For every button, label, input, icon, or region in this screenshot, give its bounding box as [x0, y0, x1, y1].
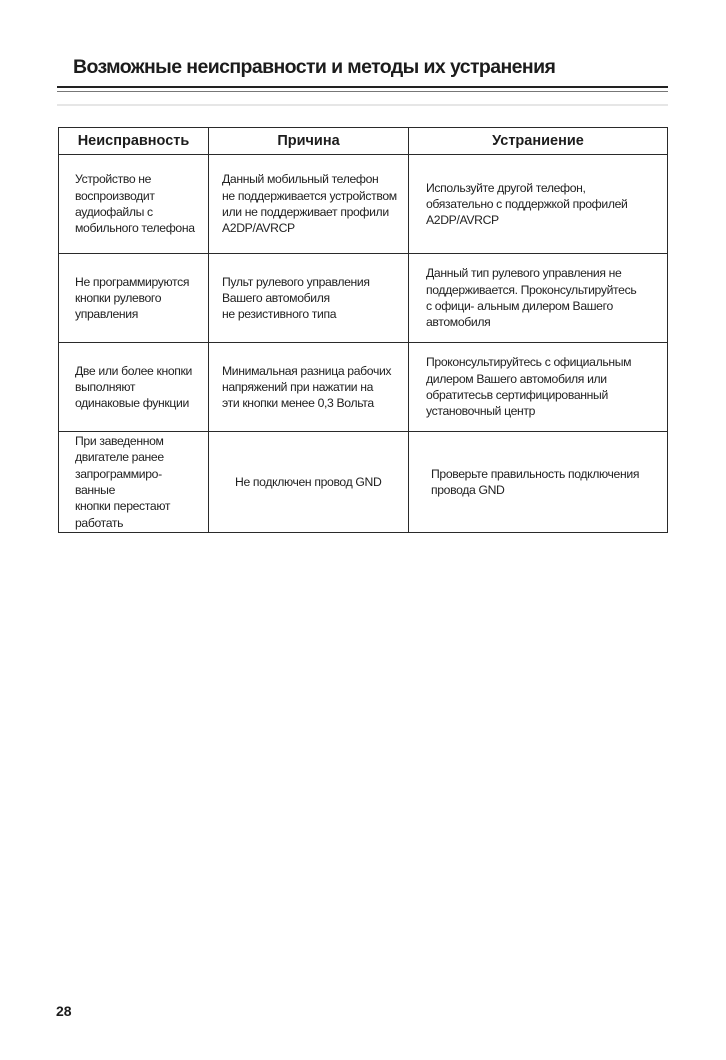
header-fault: Неисправность: [59, 128, 209, 155]
title-rule-thick: [57, 86, 668, 88]
fault-cell: [59, 343, 209, 432]
table-row: [59, 254, 668, 343]
fix-text: Используйте другой телефон, обязательно с поддержкой профилей A2DP/AVRCP: [426, 180, 628, 228]
fault-cell: [59, 254, 209, 343]
table-header-row: [59, 128, 668, 155]
cause-cell: [209, 254, 409, 343]
title-rule-thin: [57, 91, 668, 92]
cause-text: Не подключен провод GND: [235, 474, 382, 489]
cause-text: Минимальная разница рабочих напряжений при нажатии на эти кнопки менее 0,3 Вольта: [222, 363, 392, 411]
fix-text: Данный тип рулевого управления не поддерживается. Проконсультируйтесь с офици- альным дилером Вашего автомобиля: [426, 266, 637, 330]
fix-cell: [409, 155, 668, 254]
page-title: Возможные неисправности и методы их устранения: [73, 56, 556, 78]
table-row: [59, 155, 668, 254]
fault-cell: [59, 432, 209, 533]
header-fix: Устраниение: [409, 128, 668, 155]
fix-text: Проконсультируйтесь с официальным дилером Вашего автомобиля или обратитесьв сертифицированный установочный центр: [426, 355, 632, 419]
header-cause: Причина: [209, 128, 409, 155]
fix-cell: [409, 432, 668, 533]
cause-text: Пульт рулевого управления Вашего автомобиля не резистивного типа: [222, 274, 370, 322]
title-rule-light: [57, 104, 668, 106]
cause-text: Данный мобильный телефон не поддерживается устройством или не поддерживает профили A2DP/AVRCP: [222, 172, 397, 236]
table-row: [59, 432, 668, 533]
page-number: 28: [56, 1003, 72, 1019]
cause-cell: [209, 343, 409, 432]
cause-cell: [209, 155, 409, 254]
fault-text: Устройство не воспроизводит аудиофайлы с мобильного телефона: [75, 172, 195, 236]
table-row: [59, 343, 668, 432]
fault-text: Не программируются кнопки рулевого управления: [75, 274, 190, 322]
fault-text: Две или более кнопки выполняют одинаковые функции: [75, 363, 192, 411]
fix-cell: [409, 343, 668, 432]
fix-cell: [409, 254, 668, 343]
troubleshooting-table: [58, 127, 668, 533]
cause-cell: [209, 432, 409, 533]
fault-text: При заведенном двигателе ранее запрограммиро-ванные кнопки перестают работать: [75, 434, 171, 530]
fix-text: Проверьте правильность подключения провода GND: [431, 466, 640, 497]
fault-cell: [59, 155, 209, 254]
